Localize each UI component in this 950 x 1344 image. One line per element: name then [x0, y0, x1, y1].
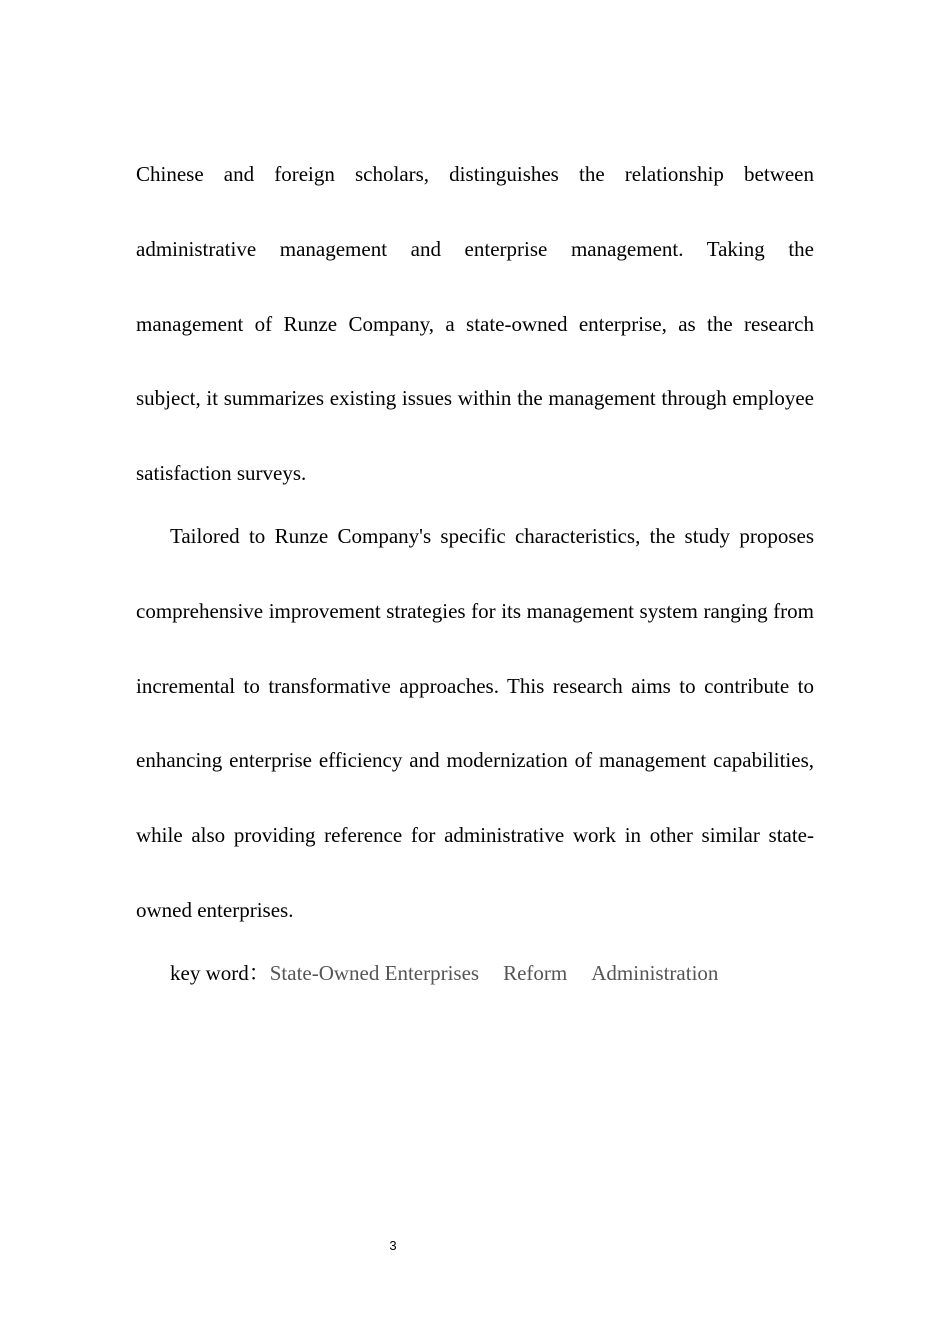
keyword-term: Reform	[503, 960, 568, 985]
keywords-label: key word：	[170, 960, 270, 985]
keyword-term: State-Owned Enterprises	[269, 960, 480, 985]
keyword-term: Administration	[591, 960, 719, 985]
abstract-paragraph-strategies: Tailored to Runze Company's specific characteristics, the study proposes comprehensive improvement strategies for its management system ranging from incremental to transformative approaches. This research aims to contribute to enhancing enterprise efficiency and modernization of management capabilities, while also providing reference for administrative work in other similar state-owned enterprises.	[136, 523, 814, 922]
abstract-paragraph-continued: Chinese and foreign scholars, distinguishes the relationship between administrative management and enterprise management. Taking the management of Runze Company, a state-owned enterprise, as the research subject, it summarizes existing issues within the management through employee satisfaction surveys.	[136, 162, 814, 486]
page-body	[136, 137, 814, 1011]
keywords-line	[136, 936, 814, 1011]
page-number: 3	[389, 1238, 397, 1253]
